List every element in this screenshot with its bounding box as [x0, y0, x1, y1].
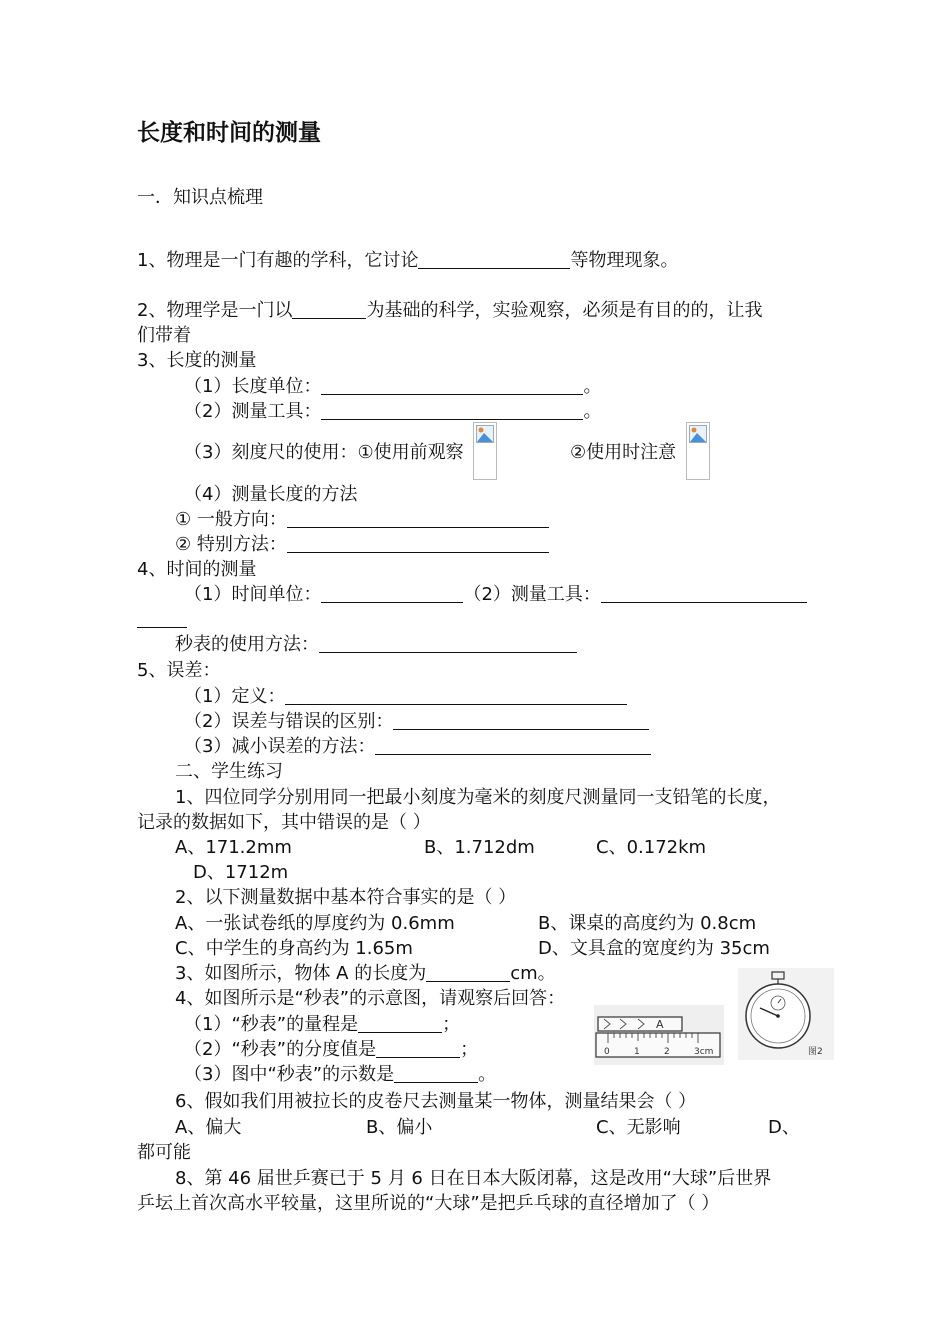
option-b: B、偏小 [366, 1117, 433, 1138]
option-c: C、中学生的身高约为 1.65m [175, 938, 413, 959]
section-heading-practice: 二、学生练习 [175, 761, 283, 782]
blank[interactable] [321, 376, 583, 395]
option-d: D、文具盒的宽度约为 35cm [538, 938, 770, 959]
time-unit-tool: （1）时间单位： （2）测量工具： [184, 583, 807, 607]
broken-image-icon [686, 422, 710, 480]
ruler-tick-label: 3cm [694, 1047, 714, 1057]
question-2-cont: 们带着 [137, 325, 191, 346]
length-tool: （2）测量工具： 。 [184, 401, 602, 422]
option-d: D、 [768, 1117, 800, 1138]
practice-4-q3: （3）图中“秒表”的示数是 。 [184, 1064, 497, 1085]
option-a: A、偏大 [175, 1117, 242, 1138]
option-c: C、无影响 [596, 1117, 681, 1138]
length-method: （4）测量长度的方法 [184, 484, 358, 505]
blank[interactable] [426, 963, 510, 982]
practice-4-q2: （2）“秒表”的分度值是 ； [184, 1039, 479, 1060]
option-b: B、课桌的高度约为 0.8cm [538, 913, 757, 934]
blank[interactable] [321, 584, 463, 603]
special-method: ② 特别方法： [175, 533, 549, 557]
blank[interactable] [376, 1039, 460, 1058]
option-c: C、0.172km [596, 837, 707, 858]
broken-image-icon [473, 422, 497, 480]
practice-1: 1、四位同学分别用同一把最小刻度为毫米的刻度尺测量同一支铅笔的长度， [175, 787, 781, 808]
blank[interactable] [418, 250, 570, 269]
practice-4: 4、如图所示是“秒表”的示意图，请观察后回答： [175, 988, 566, 1009]
section-5-heading: 5、误差： [137, 660, 221, 681]
ruler-usage-before: （3）刻度尺的使用：①使用前观察 [184, 442, 464, 463]
option-a: A、一张试卷纸的厚度约为 0.6mm [175, 913, 455, 934]
blank[interactable] [393, 711, 649, 730]
section-3-heading: 3、长度的测量 [137, 350, 257, 371]
question-2: 2、物理学是一门以 为基础的科学，实验观察，必须是有目的的，让我 [137, 300, 763, 321]
blank[interactable] [601, 584, 807, 603]
ruler-tick-label: 2 [664, 1047, 670, 1057]
practice-6: 6、假如我们用被拉长的皮卷尺去测量某一物体，测量结果会（ ） [175, 1091, 697, 1112]
practice-4-q1: （1）“秒表”的量程是 ； [184, 1014, 461, 1035]
general-method: ① 一般方向： [175, 508, 549, 532]
section-4-heading: 4、时间的测量 [137, 559, 257, 580]
ruler-tick-label: 0 [604, 1047, 610, 1057]
error-vs-mistake: （2）误差与错误的区别： [184, 710, 649, 734]
ruler-figure [594, 1005, 724, 1065]
blank[interactable] [285, 686, 627, 705]
stopwatch-figure [738, 968, 834, 1060]
practice-3: 3、如图所示，物体 A 的长度为 cm。 [175, 963, 556, 984]
blank[interactable] [287, 534, 549, 553]
practice-1-cont: 记录的数据如下，其中错误的是（ ） [137, 812, 431, 833]
stopwatch-usage: 秒表的使用方法： [175, 633, 577, 657]
error-definition: （1）定义： [184, 685, 627, 709]
page-title: 长度和时间的测量 [137, 120, 321, 146]
practice-8: 8、第 46 届世乒赛已于 5 月 6 日在日本大阪闭幕，这是改用“大球”后世界 [175, 1168, 772, 1189]
blank[interactable] [358, 1014, 442, 1033]
option-d-cont: 都可能 [137, 1142, 191, 1163]
ruler-tick-label: 1 [634, 1047, 640, 1057]
blank[interactable] [319, 634, 577, 653]
blank[interactable] [375, 736, 651, 755]
option-b: B、1.712dm [424, 837, 535, 858]
ruler-usage-during: ②使用时注意 [570, 442, 677, 463]
section-heading-knowledge: 一．知识点梳理 [137, 187, 263, 208]
question-1: 1、物理是一门有趣的学科，它讨论 等物理现象。 [137, 250, 679, 271]
blank[interactable] [292, 300, 366, 319]
figure-caption: 图2 [808, 1047, 823, 1057]
length-unit: （1）长度单位： 。 [184, 376, 602, 397]
blank[interactable] [287, 509, 549, 528]
object-label: A [656, 1018, 664, 1031]
reduce-error: （3）减小误差的方法： [184, 735, 651, 759]
blank[interactable] [394, 1064, 478, 1083]
option-a: A、171.2mm [175, 837, 292, 858]
blank[interactable] [321, 401, 583, 420]
practice-2: 2、以下测量数据中基本符合事实的是（ ） [175, 887, 517, 908]
time-tool-cont [137, 608, 187, 632]
blank[interactable] [137, 609, 187, 628]
practice-8-cont: 乒坛上首次高水平较量，这里所说的“大球”是把乒乓球的直径增加了（ ） [137, 1193, 720, 1214]
option-d: D、1712m [193, 862, 289, 883]
